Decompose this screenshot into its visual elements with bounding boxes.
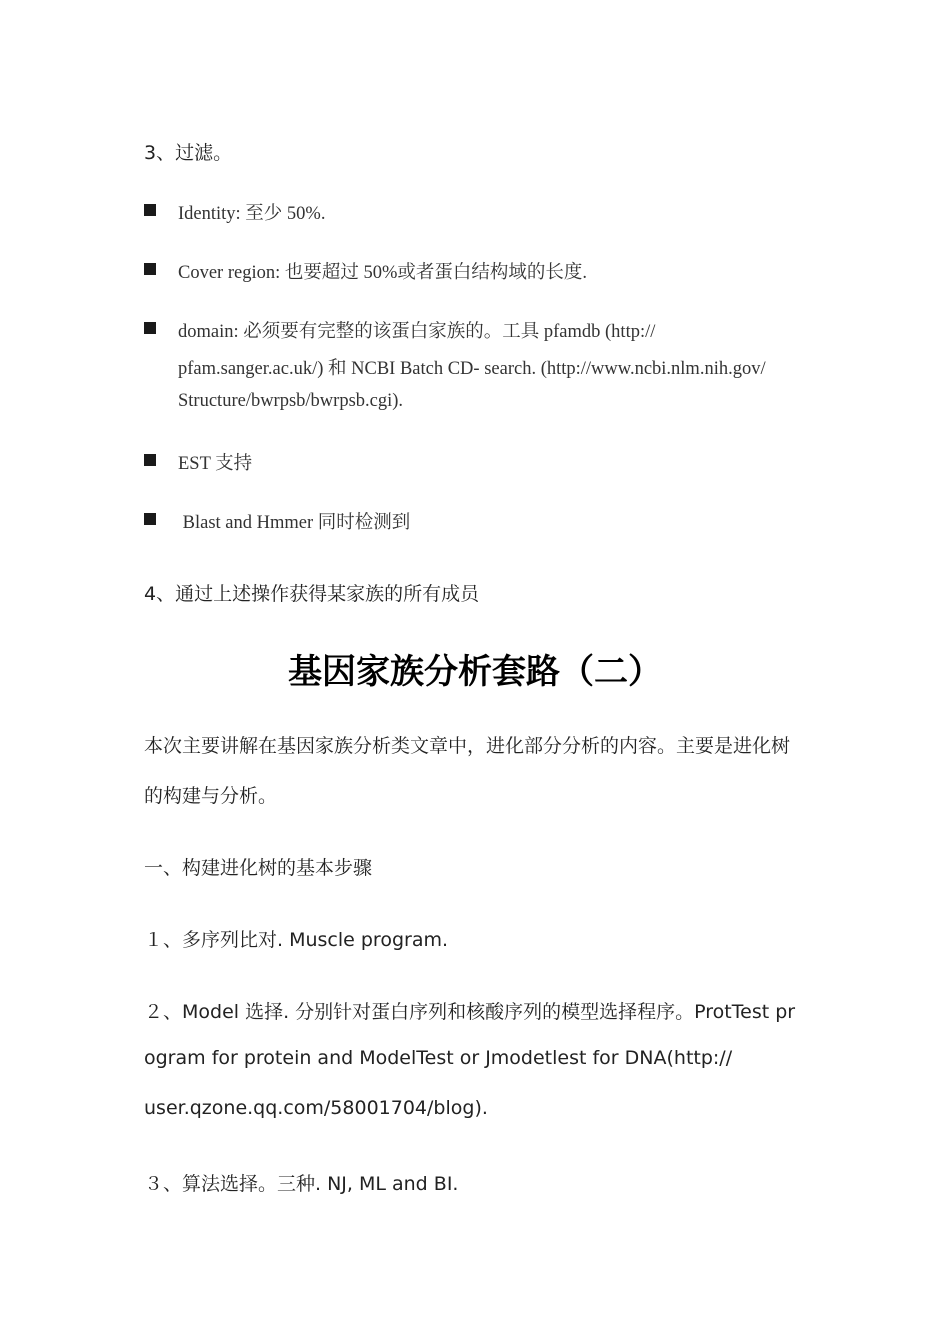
filter-heading: 3、过滤。 — [144, 142, 233, 164]
section-title: 基因家族分析套路（二） — [288, 652, 662, 692]
bullet-text-line-1: domain: 必须要有完整的该蛋白家族的。工具 pfamdb (http:// — [178, 322, 656, 342]
step1-text: １、多序列比对. Muscle program. — [144, 929, 449, 951]
step2-line-1: ２、Model 选择. 分别针对蛋白序列和核酸序列的模型选择程序。ProtTest pr — [144, 1001, 796, 1023]
bullet-text: Cover region: 也要超过 50%或者蛋白结构域的长度. — [178, 263, 588, 283]
square-bullet-icon — [144, 513, 156, 525]
subheading: 一、构建进化树的基本步骤 — [144, 857, 373, 879]
square-bullet-icon — [144, 204, 156, 216]
bullet-text: EST 支持 — [178, 454, 253, 474]
bullet-text: Identity: 至少 50%. — [178, 204, 326, 224]
intro-line-2: 的构建与分析。 — [144, 785, 278, 807]
bullet-text: Blast and Hmmer 同时检测到 — [178, 513, 411, 533]
square-bullet-icon — [144, 322, 156, 334]
bullet-text-line-2: pfam.sanger.ac.uk/) 和 NCBI Batch CD- search. (http://www.ncbi.nlm.nih.gov/ — [178, 359, 766, 379]
step4-text: 4、通过上述操作获得某家族的所有成员 — [144, 583, 480, 605]
square-bullet-icon — [144, 263, 156, 275]
step2-line-2: ogram for protein and ModelTest or Jmodetlest for DNA(http:// — [144, 1047, 733, 1069]
step2-line-3: user.qzone.qq.com/58001704/blog). — [144, 1097, 488, 1119]
square-bullet-icon — [144, 454, 156, 466]
step3-text: ３、算法选择。三种. NJ, ML and BI. — [144, 1173, 459, 1195]
intro-line-1: 本次主要讲解在基因家族分析类文章中，进化部分分析的内容。主要是进化树 — [144, 735, 791, 757]
bullet-text-line-3: Structure/bwrpsb/bwrpsb.cgi). — [178, 391, 404, 411]
